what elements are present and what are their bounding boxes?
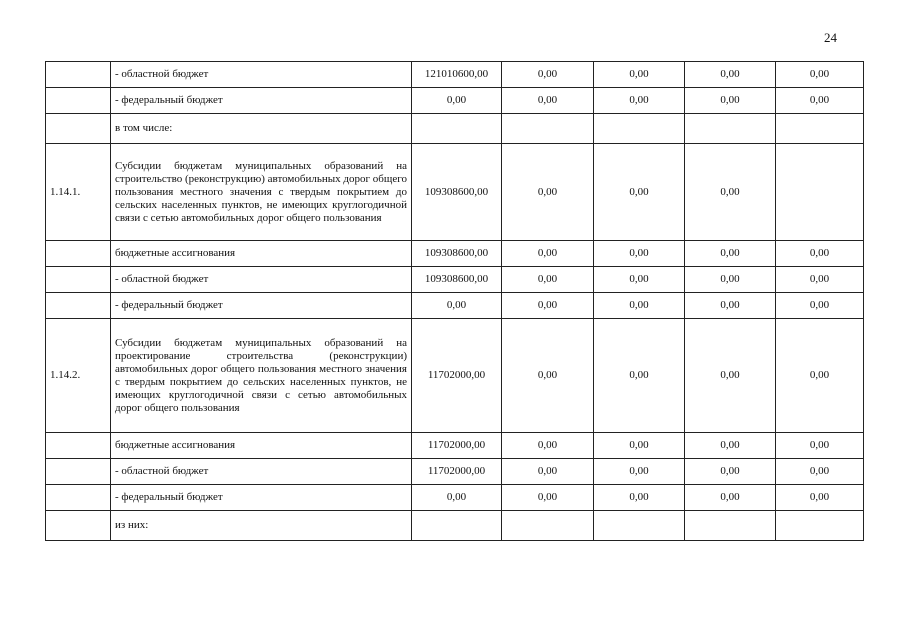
value-cell: 0,00 [685, 433, 776, 459]
value-cell: 0,00 [594, 293, 685, 319]
row-code [46, 433, 111, 459]
value-cell: 0,00 [685, 459, 776, 485]
value-cell: 0,00 [685, 144, 776, 241]
value-cell: 0,00 [776, 62, 864, 88]
row-description: - федеральный бюджет [111, 485, 412, 511]
value-cell [412, 511, 502, 541]
row-description: - областной бюджет [111, 267, 412, 293]
value-cell: 0,00 [594, 267, 685, 293]
row-code [46, 511, 111, 541]
value-cell: 0,00 [594, 319, 685, 433]
table-row [46, 485, 864, 511]
value-cell [502, 114, 594, 144]
table-row [46, 88, 864, 114]
value-cell: 0,00 [502, 267, 594, 293]
value-cell [685, 511, 776, 541]
row-description: бюджетные ассигнования [111, 433, 412, 459]
value-cell [594, 511, 685, 541]
row-code: 1.14.1. [46, 144, 111, 241]
row-code [46, 114, 111, 144]
row-code [46, 241, 111, 267]
table-row [46, 511, 864, 541]
table-row [46, 241, 864, 267]
value-cell: 0,00 [502, 62, 594, 88]
row-code [46, 459, 111, 485]
row-description: Субсидии бюджетам муниципальных образований на проектирование строительства (реконструкции) автомобильных дорог общего пользования местного значения с твердым покрытием до сельских населенных пунктов, не имеющих круглогодичной связи с сетью автомобильных дорог общего пользования [111, 319, 412, 433]
row-description: из них: [111, 511, 412, 541]
table-row [46, 319, 864, 433]
value-cell: 0,00 [502, 241, 594, 267]
value-cell: 109308600,00 [412, 241, 502, 267]
value-cell: 0,00 [776, 459, 864, 485]
row-description: - федеральный бюджет [111, 293, 412, 319]
value-cell: 0,00 [594, 88, 685, 114]
value-cell: 121010600,00 [412, 62, 502, 88]
page-number: 24 [824, 30, 837, 45]
value-cell [776, 144, 864, 241]
value-cell: 0,00 [594, 433, 685, 459]
value-cell: 0,00 [776, 433, 864, 459]
table-row [46, 114, 864, 144]
value-cell: 0,00 [502, 319, 594, 433]
value-cell: 0,00 [685, 293, 776, 319]
table-row [46, 293, 864, 319]
value-cell: 0,00 [502, 433, 594, 459]
value-cell [776, 511, 864, 541]
value-cell: 0,00 [412, 293, 502, 319]
row-description: - федеральный бюджет [111, 88, 412, 114]
value-cell: 0,00 [776, 485, 864, 511]
row-description: - областной бюджет [111, 62, 412, 88]
value-cell: 0,00 [502, 459, 594, 485]
value-cell: 0,00 [594, 241, 685, 267]
value-cell: 11702000,00 [412, 459, 502, 485]
row-description: Субсидии бюджетам муниципальных образований на строительство (реконструкцию) автомобильных дорог общего пользования местного значения с твердым покрытием до сельских населенных пунктов, не имеющих круглогодичной связи с сетью автомобильных дорог общего пользования [111, 144, 412, 241]
value-cell: 0,00 [594, 485, 685, 511]
row-code [46, 293, 111, 319]
row-description: в том числе: [111, 114, 412, 144]
value-cell: 11702000,00 [412, 319, 502, 433]
value-cell: 0,00 [502, 88, 594, 114]
value-cell [502, 511, 594, 541]
table-row [46, 267, 864, 293]
budget-table [45, 61, 864, 541]
row-description: бюджетные ассигнования [111, 241, 412, 267]
value-cell: 0,00 [412, 485, 502, 511]
value-cell: 109308600,00 [412, 267, 502, 293]
value-cell: 0,00 [685, 485, 776, 511]
value-cell: 0,00 [594, 144, 685, 241]
value-cell: 0,00 [685, 319, 776, 433]
value-cell: 0,00 [502, 485, 594, 511]
value-cell: 0,00 [685, 88, 776, 114]
value-cell: 0,00 [776, 293, 864, 319]
value-cell: 0,00 [412, 88, 502, 114]
value-cell [412, 114, 502, 144]
table-row [46, 62, 864, 88]
value-cell: 0,00 [594, 459, 685, 485]
value-cell: 0,00 [685, 241, 776, 267]
value-cell: 0,00 [502, 144, 594, 241]
row-code [46, 267, 111, 293]
table-row [46, 144, 864, 241]
value-cell [594, 114, 685, 144]
value-cell: 109308600,00 [412, 144, 502, 241]
row-code [46, 485, 111, 511]
row-description: - областной бюджет [111, 459, 412, 485]
value-cell: 0,00 [776, 88, 864, 114]
value-cell: 0,00 [776, 241, 864, 267]
value-cell [776, 114, 864, 144]
value-cell: 0,00 [776, 319, 864, 433]
table-row [46, 459, 864, 485]
row-code [46, 62, 111, 88]
value-cell: 0,00 [594, 62, 685, 88]
value-cell: 0,00 [685, 267, 776, 293]
value-cell: 11702000,00 [412, 433, 502, 459]
value-cell: 0,00 [776, 267, 864, 293]
value-cell: 0,00 [685, 62, 776, 88]
table-row [46, 433, 864, 459]
value-cell [685, 114, 776, 144]
row-code [46, 88, 111, 114]
row-code: 1.14.2. [46, 319, 111, 433]
value-cell: 0,00 [502, 293, 594, 319]
